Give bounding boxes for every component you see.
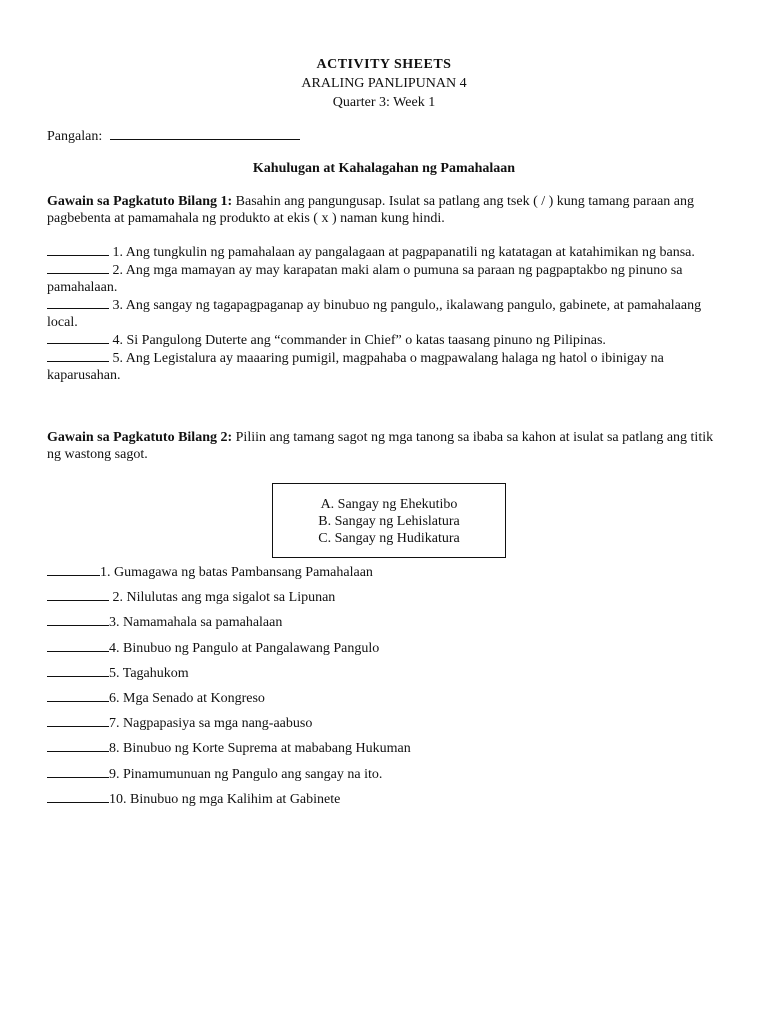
list-item [47, 613, 411, 638]
list-item [47, 639, 411, 664]
list-item [47, 765, 411, 790]
choice-c: C. Sangay ng Hudikatura [318, 531, 460, 546]
item-text: 8. Binubuo ng Korte Suprema at mababang Hukuman [109, 741, 411, 757]
answer-blank[interactable] [47, 714, 109, 727]
item-text: 5. Ang Legistalura ay maaaring pumigil, magpahaba o magpawalang halaga ng hatol o ibinigay na kaparusahan. [47, 351, 664, 383]
item-text: 2. Ang mga mamayan ay may karapatan maki alam o pumuna sa paraan ng pagpaptakbo ng pinuno sa pamahalaan. [47, 263, 683, 295]
item-text: 9. Pinamumunuan ng Pangulo ang sangay na ito. [109, 766, 383, 782]
answer-blank[interactable] [47, 639, 109, 652]
activity1-instruction-text: Basahin ang pangungusap. Isulat sa patlang ang tsek ( / ) kung tamang paraan ang pagbebenta at pamamahala ng produkto at ekis ( x ) naman kung hindi. [47, 194, 695, 226]
list-item [47, 331, 723, 349]
answer-blank[interactable] [47, 664, 109, 677]
answer-blank[interactable] [47, 349, 109, 362]
quarter-label: Quarter 3: Week 1 [332, 95, 436, 110]
choice-b: B. Sangay ng Lehislatura [318, 514, 460, 529]
choice-a: A. Sangay ng Ehekutibo [320, 497, 458, 512]
name-label: Pangalan: [47, 129, 103, 144]
list-item [47, 689, 411, 714]
answer-blank[interactable] [47, 588, 109, 601]
activity2-list [47, 563, 411, 815]
item-text: 1. Gumagawa ng batas Pambansang Pamahalaan [100, 565, 373, 580]
item-text: 10. Binubuo ng mga Kalihim at Gabinete [109, 791, 341, 807]
activity1-heading: Gawain sa Pagkatuto Bilang 1: [47, 194, 233, 209]
answer-blank[interactable] [47, 613, 109, 626]
subject-title: ARALING PANLIPUNAN 4 [301, 76, 467, 91]
answer-blank[interactable] [47, 261, 109, 274]
sheet-title: ACTIVITY SHEETS [316, 57, 452, 72]
item-text: 2. Nilulutas ang mga sigalot sa Lipunan [112, 590, 336, 606]
name-blank[interactable] [110, 126, 300, 140]
list-item [47, 563, 411, 588]
list-item [47, 243, 723, 261]
list-item [47, 261, 723, 296]
answer-blank[interactable] [47, 689, 109, 702]
item-text: 4. Si Pangulong Duterte ang “commander in Chief” o katas taasang pinuno ng Pilipinas. [112, 333, 606, 348]
choices-box [272, 483, 506, 558]
item-text: 5. Tagahukom [109, 665, 189, 681]
answer-blank[interactable] [47, 296, 109, 309]
list-item [47, 664, 411, 689]
activity1-instruction [47, 193, 717, 227]
answer-blank[interactable] [47, 563, 100, 576]
name-field [47, 126, 300, 145]
list-item [47, 588, 411, 613]
answer-blank[interactable] [47, 790, 109, 803]
item-text: 4. Binubuo ng Pangulo at Pangalawang Pangulo [109, 640, 380, 656]
answer-blank[interactable] [47, 739, 109, 752]
item-text: 6. Mga Senado at Kongreso [109, 690, 265, 706]
activity1-list [47, 243, 723, 384]
list-item [47, 349, 723, 384]
answer-blank[interactable] [47, 765, 109, 778]
item-text: 3. Ang sangay ng tagapagpaganap ay binubuo ng pangulo,, ikalawang pangulo, gabinete, at pamahalaang local. [47, 298, 702, 330]
activity2-heading: Gawain sa Pagkatuto Bilang 2: [47, 430, 233, 445]
item-text: 7. Nagpapasiya sa mga nang-aabuso [109, 716, 313, 732]
list-item [47, 790, 411, 815]
answer-blank[interactable] [47, 331, 109, 344]
activity2-instruction-text: Piliin ang tamang sagot ng mga tanong sa ibaba sa kahon at isulat sa patlang ang titik ng wastong sagot. [47, 430, 714, 462]
activity2-instruction [47, 429, 717, 463]
topic-title: Kahulugan at Kahalagahan ng Pamahalaan [252, 161, 516, 176]
answer-blank[interactable] [47, 243, 109, 256]
item-text: 3. Namamahala sa pamahalaan [109, 615, 283, 631]
list-item [47, 714, 411, 739]
list-item [47, 739, 411, 764]
item-text: 1. Ang tungkulin ng pamahalaan ay pangalagaan at pagpapanatili ng katatagan at katahimikan ng bansa. [112, 245, 695, 260]
list-item [47, 296, 723, 331]
